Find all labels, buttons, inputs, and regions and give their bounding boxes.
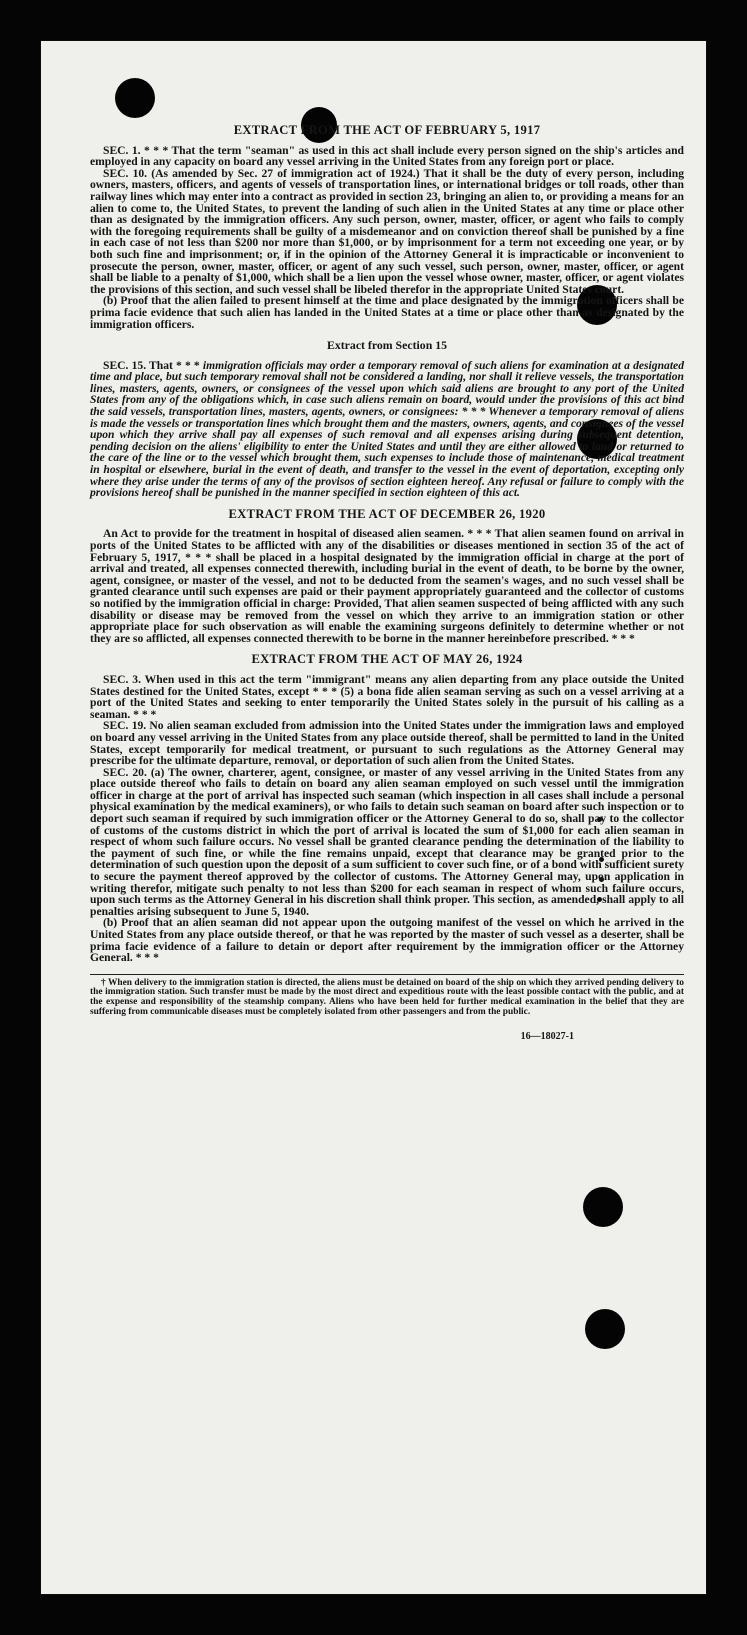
act-1924-section xyxy=(90,654,684,963)
sec-19-paragraph: SEC. 19. No alien seaman excluded from admission into the United States under the immigration laws and employed on board any vessel arriving in the United States from any place outside thereof, shall be permitted to land in the United States, except temporarily for medical treatment, or pursuant to such regulations as the Attorney General may prescribe for the ultimate departure, removal, or deportation of such alien from the United States. xyxy=(90,719,684,768)
act-1920-paragraph: An Act to provide for the treatment in hospital of diseased alien seamen. * * * That alien seamen found on arrival in ports of the United States to be afflicted with any of the disabilities or diseases mentioned in section 35 of the act of February 5, 1917, * * * shall be placed in a hospital designated by the immigration official in charge at the port of arrival and treated, all expenses connected therewith, including burial in the event of death, to be borne by the owner, agent, consignee, or master of the vessel, and not to be deducted from the seamen's wages, and no such vessel shall be granted clearance until such expenses are paid or their payment appropriately guaranteed and the collector of customs so notified by the immigration official in charge: Provided, That alien seamen suspected of being afflicted with any such disability or disease may be removed from the vessel on which they arrive to an immigration station or other appropriate place for such observation as will enable the examining surgeons definitely to determine whether or not they are so afflicted, all expenses connected therewith to be borne in the manner hereinbefore prescribed. * * * xyxy=(90,527,684,645)
act-1917-section xyxy=(90,125,684,330)
punch-hole xyxy=(583,1187,623,1227)
sec-20-paragraph: SEC. 20. (a) The owner, charterer, agent, consignee, or master of any vessel arriving in the United States from any place outside thereof who fails to detain on board any alien seaman employed on such vessel until the immigration officer in charge at the port of arrival has inspected such seaman (which inspection in all cases shall include a personal physical examination by the medical examiners), or who fails to detain such seaman on board after such inspection or to deport such seaman if required by such immigration officer or the Attorney General to do so, shall pay to the collector of customs of the customs district in which the port of arrival is located the sum of $1,000 for each alien seaman in respect of whom such failure occurs. No vessel shall be granted clearance pending the determination of the liability to the payment of such fine, or while the fine remains unpaid, except that clearance may be granted prior to the determination of such question upon the deposit of a sum sufficient to cover such fine, or of a bond with sufficient surety to secure the payment thereof approved by the collector of customs. The Attorney General may, upon application in writing therefor, mitigate such penalty to not less than $200 for each seaman in respect of whom such failure occurs, upon such terms as the Attorney General in his discretion shall think proper. This section, as amended, shall apply to all penalties arising subsequent to June 5, 1940. xyxy=(90,765,684,918)
proof-paragraph: (b) Proof that the alien failed to present himself at the time and place designated by the immigration officers shall be prima facie evidence that such alien has landed in the United States at a time or place other than as designated by the immigration officers. xyxy=(90,294,684,331)
act-1924-heading: EXTRACT FROM THE ACT OF MAY 26, 1924 xyxy=(251,652,523,667)
act-1920-section xyxy=(90,506,684,645)
footnote-divider xyxy=(90,974,684,975)
punch-hole xyxy=(585,1309,625,1349)
sec-10-paragraph: SEC. 10. (As amended by Sec. 27 of immigration act of 1924.) That it shall be the duty of every person, including owners, masters, officers, and agents of vessels of transportation lines, or international bridges or toll roads, other than railway lines which may enter into a contract as provided in section 23, bringing an alien to, or providing a means for an alien to come to, the United States, to prevent the landing of such alien in the United States at any time or place other than as designated by the immigration officers. Any such person, owner, master, officer, or agent who fails to comply with the foregoing requirements shall be guilty of a misdemeanor and on conviction thereof shall be punished by a fine in each case of not less than $200 nor more than $1,000, or by imprisonment for a term not exceeding one year, or by both such fine and imprisonment; or, if in the opinion of the Attorney General it is impracticable or inconvenient to prosecute the person, owner, master, officer, or agent of any such vessel, such person, owner, master, officer, or agent shall be liable to a penalty of $1,000, which shall be a lien upon the vessel whose owner, master, officer, or agent violates the provisions of this section, and such vessel shall be libeled therefor in the appropriate United States court. xyxy=(90,166,684,296)
sec-15-lead: SEC. 15. That * * * xyxy=(103,358,200,372)
punch-hole xyxy=(115,78,155,118)
form-number: 16—18027-1 xyxy=(520,1031,574,1043)
footnote: † When delivery to the immigration station is directed, the aliens must be detained on board of the ship on which they arrived pending delivery to the immigration station. Such transfer must be made by the most direct and expeditious route with the least possible contact with the public, and at the expense and responsibility of the steamship company. Aliens who have been held for further medical examination in the belief that they are suffering from communicable diseases must be completely isolated from other passengers and from the public. xyxy=(90,977,684,1017)
sec-1-paragraph: SEC. 1. * * * That the term "seaman" as used in this act shall include every person signed on the ship's articles and employed in any capacity on board any vessel arriving in the United States from any foreign port or place. xyxy=(90,143,684,169)
act-1917-heading: EXTRACT FROM THE ACT OF FEBRUARY 5, 1917 xyxy=(233,123,541,137)
document-body xyxy=(90,125,684,1043)
sec-15-text: immigration officials may order a temporary removal of such aliens for examination at a designated time and place, but such temporary removal shall not be considered a landing, nor shall it relieve vessels, the transportation lines, masters, agents, owners, or consignees of the vessel upon which said aliens are brought to any port of the United States from any of the obligations which, in case such aliens remain on board, would under the provisions of this act bind the said vessels, transportation lines, masters, agents, owners, or consignees: * * * Whenever a temporary removal of aliens is made the vessels or transportation lines which brought them and the masters, owners, agents, and consignees of the vessel upon which they arrive shall pay all expenses of such removal and all expenses arising during subsequent detention, pending decision on the aliens' eligibility to enter the United States and until they are either allowed to land or returned to the care of the line or to the vessel which brought them, such expenses to include those of maintenance, medical treatment in hospital or elsewhere, burial in the event of death, and transfer to the vessel in the event of deportation, excepting only where they arise under the terms of any of the provisos of section eighteen hereof. Any refusal or failure to comply with the provisions hereof shall be punished in the manner specified in section eighteen of this act. xyxy=(90,358,684,500)
section-15-extract xyxy=(90,340,684,499)
proof-b-paragraph: (b) Proof that an alien seaman did not appear upon the outgoing manifest of the vessel on which he arrived in the United States from any place outside thereof, or that he was reported by the master of such vessel as a deserter, shall be prima facie evidence of a failure to detain or deport after requirement by the immigration officer or the Attorney General. * * * xyxy=(90,916,684,965)
sec-3-paragraph: SEC. 3. When used in this act the term "immigrant" means any alien departing from any place outside the United States destined for the United States, except * * * (5) a bona fide alien seaman serving as such on a vessel arriving at a port of the United States and seeking to enter temporarily the United States solely in the pursuit of his calling as a seaman. * * * xyxy=(90,672,684,721)
document-page xyxy=(41,41,706,1594)
act-1920-heading: EXTRACT FROM THE ACT OF DECEMBER 26, 1920 xyxy=(228,506,546,521)
sec-15-paragraph xyxy=(90,360,684,499)
section-15-heading: Extract from Section 15 xyxy=(326,338,447,353)
